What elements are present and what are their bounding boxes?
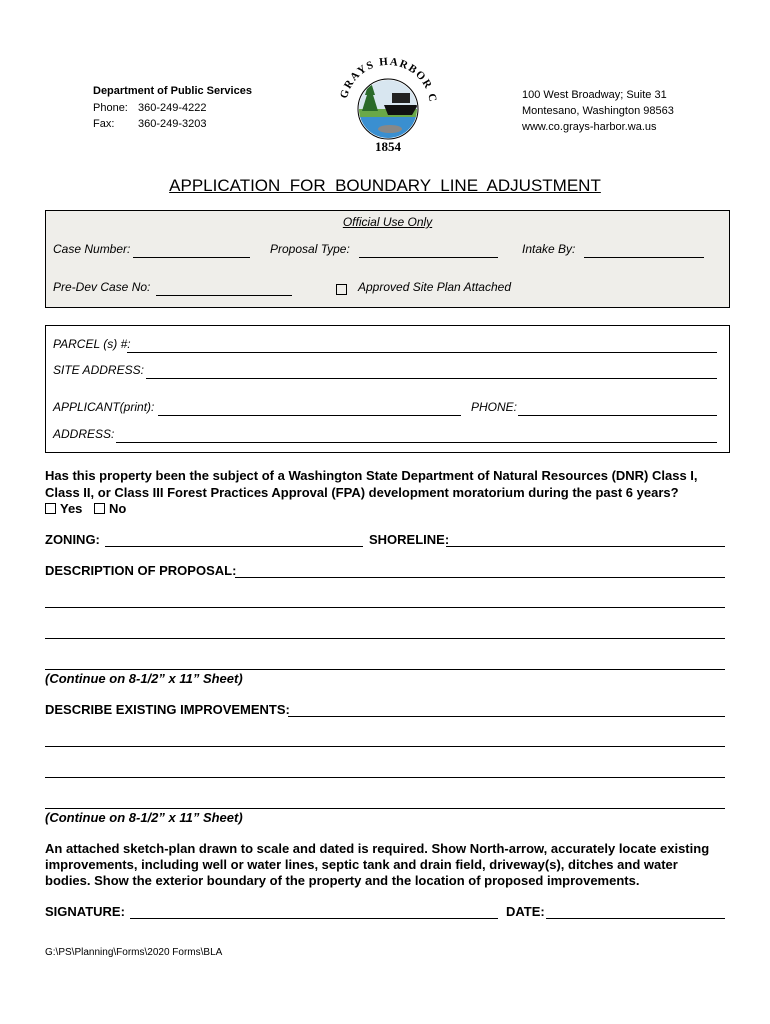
intake-by-field[interactable] <box>584 257 704 258</box>
dnr-answer-row <box>45 500 126 517</box>
seal-year: 1854 <box>375 139 401 154</box>
site-address-label: SITE ADDRESS: <box>53 363 144 377</box>
parcel-field[interactable] <box>127 352 717 353</box>
dnr-question-line1: Has this property been the subject of a Washington State Department of Natural Resources (DNR) Class I, <box>45 468 698 483</box>
phone-number: 360-249-4222 <box>138 102 207 114</box>
approved-site-plan-label: Approved Site Plan Attached <box>358 280 511 294</box>
continue-note-2: (Continue on 8-1/2” x 11” Sheet) <box>45 810 243 825</box>
address-label: ADDRESS: <box>53 427 115 441</box>
improvements-label: DESCRIBE EXISTING IMPROVEMENTS: <box>45 702 290 717</box>
improvements-field-line1[interactable] <box>288 716 725 717</box>
fax-number: 360-249-3203 <box>138 118 207 130</box>
shoreline-label: SHORELINE: <box>369 532 450 547</box>
site-address-field[interactable] <box>146 378 717 379</box>
dnr-question-line2: Class II, or Class III Forest Practices Approval (FPA) development moratorium during the past 6 years? <box>45 485 679 500</box>
applicant-label: APPLICANT(print): <box>53 400 155 414</box>
yes-checkbox[interactable] <box>45 503 56 514</box>
description-field-line1[interactable] <box>235 577 725 578</box>
department-name: Department of Public Services <box>93 85 252 97</box>
instructions-line2: improvements, including well or water lines, septic tank and drain field, driveway(s), ditches and water <box>45 857 678 872</box>
approved-site-plan-checkbox[interactable] <box>336 281 351 299</box>
instructions-line3: bodies. Show the exterior boundary of the property and the location of proposed improvements. <box>45 873 640 888</box>
office-address-line1: 100 West Broadway; Suite 31 <box>522 89 667 101</box>
description-field-line3[interactable] <box>45 638 725 639</box>
checkbox-icon <box>336 284 347 295</box>
date-label: DATE: <box>506 904 545 919</box>
shoreline-field[interactable] <box>446 546 725 547</box>
phone-label: Phone: <box>93 102 128 114</box>
applicant-field[interactable] <box>158 415 461 416</box>
improvements-field-line2[interactable] <box>45 746 725 747</box>
form-title: APPLICATION FOR BOUNDARY LINE ADJUSTMENT <box>169 176 601 195</box>
parcel-label: PARCEL (s) #: <box>53 337 131 351</box>
fax-label: Fax: <box>93 118 115 130</box>
instructions-line1: An attached sketch-plan drawn to scale and dated is required. Show North-arrow, accurately locate existing <box>45 841 710 856</box>
case-number-field[interactable] <box>133 257 250 258</box>
office-address-line2: Montesano, Washington 98563 <box>522 105 674 117</box>
yes-label: Yes <box>60 501 83 516</box>
no-checkbox[interactable] <box>94 503 105 514</box>
svg-text:GRAYS HARBOR COUNTY: GRAYS HARBOR C <box>337 55 439 105</box>
case-number-label: Case Number: <box>53 242 131 256</box>
official-use-heading: Official Use Only <box>342 215 433 229</box>
continue-note-1: (Continue on 8-1/2” x 11” Sheet) <box>45 671 243 686</box>
zoning-label: ZONING: <box>45 532 100 547</box>
proposal-type-label: Proposal Type: <box>270 242 350 256</box>
phone-field-label: PHONE: <box>471 400 518 414</box>
official-use-box <box>45 210 730 308</box>
address-field[interactable] <box>116 442 717 443</box>
footer-file-path: G:\PS\Planning\Forms\2020 Forms\BLA <box>45 947 223 958</box>
predev-case-field[interactable] <box>156 295 292 296</box>
intake-by-label: Intake By: <box>522 242 576 256</box>
signature-field[interactable] <box>130 918 498 919</box>
proposal-type-field[interactable] <box>359 257 498 258</box>
county-seal-logo <box>332 45 442 160</box>
signature-label: SIGNATURE: <box>45 904 125 919</box>
website-link[interactable]: www.co.grays-harbor.wa.us <box>522 121 657 133</box>
description-label: DESCRIPTION OF PROPOSAL: <box>45 563 237 578</box>
applicant-info-box <box>45 325 730 453</box>
date-field[interactable] <box>546 918 725 919</box>
description-field-line2[interactable] <box>45 607 725 608</box>
phone-field[interactable] <box>518 415 717 416</box>
improvements-field-line3[interactable] <box>45 777 725 778</box>
zoning-field[interactable] <box>105 546 363 547</box>
predev-case-label: Pre-Dev Case No: <box>53 280 151 294</box>
no-label: No <box>109 501 127 516</box>
